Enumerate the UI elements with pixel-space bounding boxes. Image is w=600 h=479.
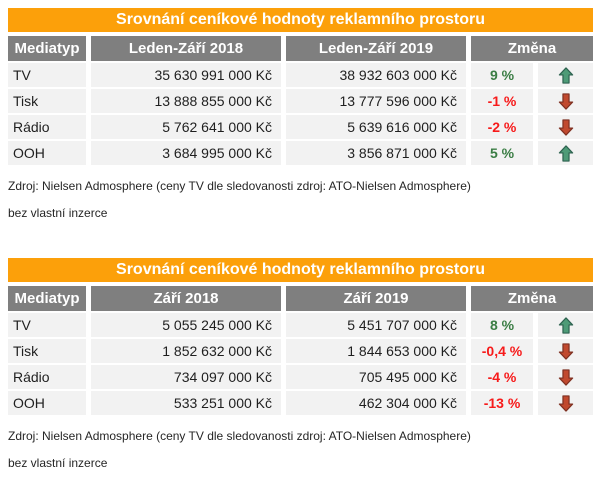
mediatype-label: Rádio bbox=[8, 115, 86, 139]
mediatype-label: OOH bbox=[8, 141, 86, 165]
mediatype-label: Tisk bbox=[8, 89, 86, 113]
table-title: Srovnání ceníkové hodnoty reklamního prostoru bbox=[8, 258, 593, 282]
value-2018: 3 684 995 000 Kč bbox=[91, 141, 281, 165]
mediatype-label: Tisk bbox=[8, 339, 86, 363]
source-note-2: bez vlastní inzerce bbox=[8, 456, 108, 470]
trend-down-icon bbox=[558, 343, 574, 360]
header-change: Změna bbox=[471, 286, 593, 311]
trend-down-icon bbox=[558, 93, 574, 110]
value-2019: 3 856 871 000 Kč bbox=[286, 141, 466, 165]
header-mediatyp: Mediatyp bbox=[8, 286, 86, 311]
value-2019: 5 451 707 000 Kč bbox=[286, 313, 466, 337]
change-percent: -1 % bbox=[471, 89, 533, 113]
change-percent: -13 % bbox=[471, 391, 533, 415]
trend-down-icon bbox=[558, 369, 574, 386]
header-period-2019: Září 2019 bbox=[286, 286, 466, 311]
value-2018: 734 097 000 Kč bbox=[91, 365, 281, 389]
value-2018: 5 762 641 000 Kč bbox=[91, 115, 281, 139]
header-period-2018: Leden-Září 2018 bbox=[91, 36, 281, 61]
value-2018: 1 852 632 000 Kč bbox=[91, 339, 281, 363]
value-2018: 35 630 991 000 Kč bbox=[91, 63, 281, 87]
mediatype-label: Rádio bbox=[8, 365, 86, 389]
change-percent: 8 % bbox=[471, 313, 533, 337]
trend-down-icon bbox=[558, 395, 574, 412]
value-2019: 5 639 616 000 Kč bbox=[286, 115, 466, 139]
value-2019: 1 844 653 000 Kč bbox=[286, 339, 466, 363]
change-percent: -2 % bbox=[471, 115, 533, 139]
value-2019: 705 495 000 Kč bbox=[286, 365, 466, 389]
header-period-2018: Září 2018 bbox=[91, 286, 281, 311]
value-2019: 462 304 000 Kč bbox=[286, 391, 466, 415]
change-percent: 5 % bbox=[471, 141, 533, 165]
change-percent: -4 % bbox=[471, 365, 533, 389]
header-period-2019: Leden-Září 2019 bbox=[286, 36, 466, 61]
trend-up-icon bbox=[558, 145, 574, 162]
comparison-table-ytd bbox=[8, 8, 593, 221]
trend-down-icon bbox=[558, 119, 574, 136]
value-2019: 13 777 596 000 Kč bbox=[286, 89, 466, 113]
trend-up-icon bbox=[558, 67, 574, 84]
value-2018: 533 251 000 Kč bbox=[91, 391, 281, 415]
comparison-table-september bbox=[8, 258, 593, 471]
trend-up-icon bbox=[558, 317, 574, 334]
source-note: Zdroj: Nielsen Admosphere (ceny TV dle sledovanosti zdroj: ATO-Nielsen Admosphere) bbox=[8, 429, 471, 443]
change-percent: 9 % bbox=[471, 63, 533, 87]
source-note-2: bez vlastní inzerce bbox=[8, 206, 108, 220]
mediatype-label: OOH bbox=[8, 391, 86, 415]
value-2018: 13 888 855 000 Kč bbox=[91, 89, 281, 113]
change-percent: -0,4 % bbox=[471, 339, 533, 363]
value-2018: 5 055 245 000 Kč bbox=[91, 313, 281, 337]
table-title: Srovnání ceníkové hodnoty reklamního prostoru bbox=[8, 8, 593, 32]
table bbox=[8, 36, 593, 165]
header-mediatyp: Mediatyp bbox=[8, 36, 86, 61]
mediatype-label: TV bbox=[8, 63, 86, 87]
source-note: Zdroj: Nielsen Admosphere (ceny TV dle sledovanosti zdroj: ATO-Nielsen Admosphere) bbox=[8, 179, 471, 193]
table bbox=[8, 286, 593, 415]
value-2019: 38 932 603 000 Kč bbox=[286, 63, 466, 87]
mediatype-label: TV bbox=[8, 313, 86, 337]
header-change: Změna bbox=[471, 36, 593, 61]
